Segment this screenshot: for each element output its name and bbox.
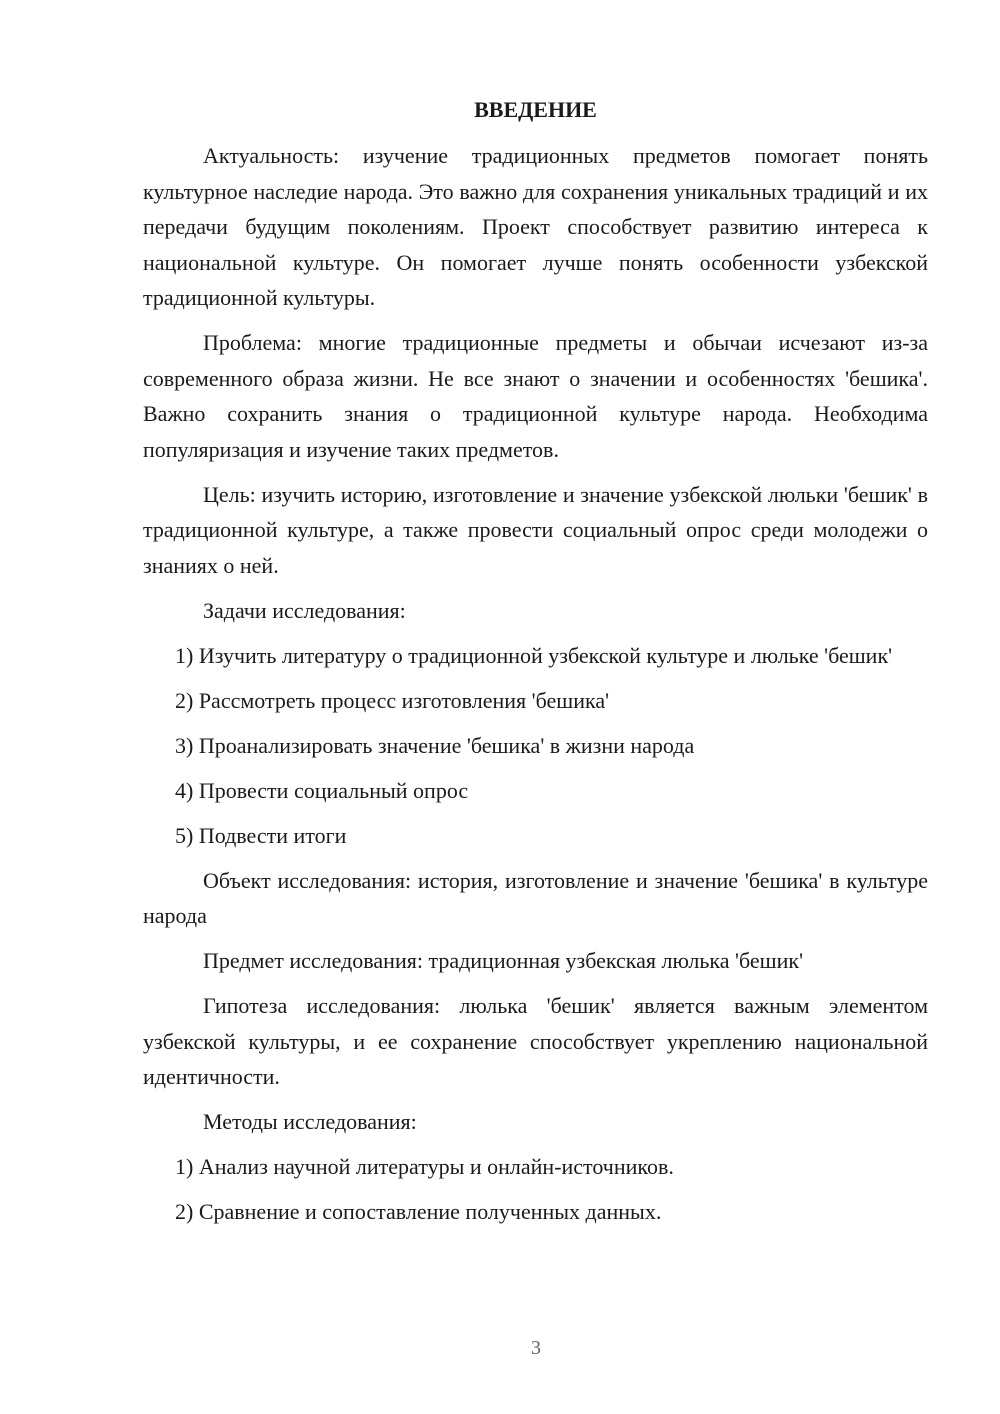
method-item: 2) Сравнение и сопоставление полученных данных. bbox=[175, 1199, 662, 1224]
task-item: 4) Провести социальный опрос bbox=[175, 777, 469, 803]
hypothesis-paragraph: Гипотеза исследования: люлька 'бешик' является важным элементом узбекской культуры, и ее сохранение способствует укреплению национальной идентичности. bbox=[143, 993, 928, 1089]
subject-paragraph: Предмет исследования: традиционная узбекская люлька 'бешик' bbox=[203, 948, 804, 973]
methods-heading: Методы исследования: bbox=[203, 1109, 417, 1134]
task-item: 3) Проанализировать значение 'бешика' в жизни народа bbox=[175, 732, 695, 758]
page-number: 3 bbox=[531, 1337, 541, 1359]
goal-paragraph: Цель: изучить историю, изготовление и значение узбекской люльки 'бешик' в традиционной культуре, а также провести социальный опрос среди молодежи о знаниях о ней. bbox=[143, 481, 928, 578]
task-item: 5) Подвести итоги bbox=[175, 822, 347, 848]
method-item: 1) Анализ научной литературы и онлайн-источников. bbox=[175, 1154, 674, 1179]
problem-paragraph: Проблема: многие традиционные предметы и обычаи исчезают из-за современного образа жизни. Не все знают о значении и особенностях 'бешика'. Важно сохранить знания о традиционной культуре народа. Необходима популяризация и изучение таких предметов. bbox=[143, 330, 928, 462]
object-paragraph: Объект исследования: история, изготовление и значение 'бешика' в культуре народа bbox=[143, 867, 928, 928]
task-item: 1) Изучить литературу о традиционной узбекской культуре и люльке 'бешик' bbox=[175, 642, 893, 668]
tasks-heading: Задачи исследования: bbox=[203, 597, 406, 623]
section-title: ВВЕДЕНИЕ bbox=[474, 97, 597, 122]
document-page bbox=[143, 96, 928, 1239]
task-item: 2) Рассмотреть процесс изготовления 'бешика' bbox=[175, 687, 610, 713]
actuality-paragraph: Актуальность: изучение традиционных предметов помогает понять культурное наследие народа. Это важно для сохранения уникальных традиций и их передачи будущим поколениям. Проект способствует развитию интереса к национальной культуре. Он помогает лучше понять особенности узбекской традиционной культуры. bbox=[143, 143, 928, 310]
